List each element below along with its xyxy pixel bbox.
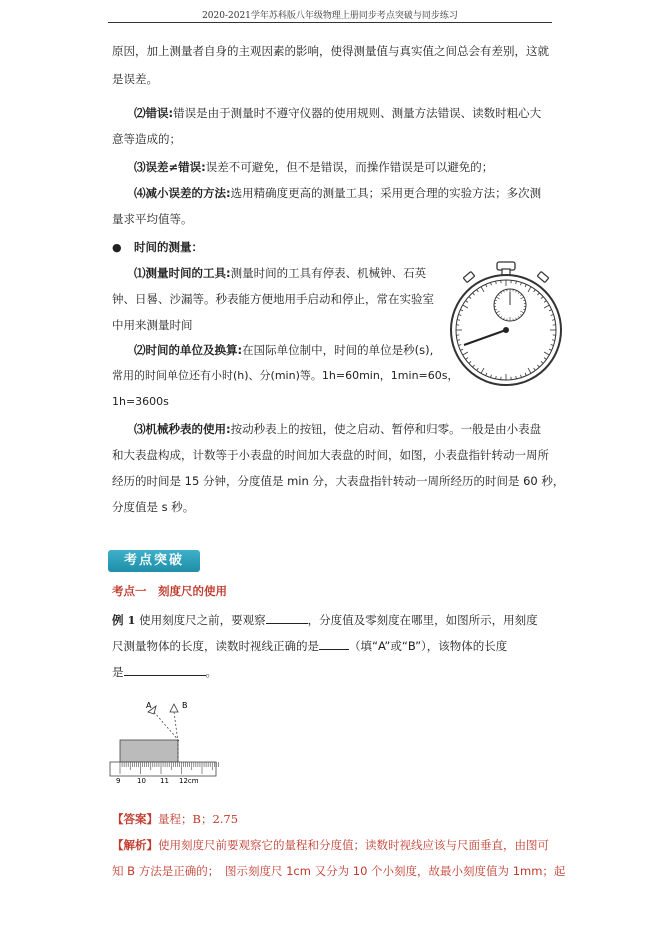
answer-blank-1 — [266, 612, 308, 624]
example-text-1b: ，分度值及零刻度在哪里，如图所示，用刻度 — [307, 613, 538, 627]
answer-text: 量程；B；2.75 — [158, 812, 239, 826]
answer-line — [112, 812, 238, 826]
stopwatch-line-4: 分度值是 s 秒。 — [112, 500, 195, 514]
reduce-line-2: 量求平均值等。 — [112, 212, 193, 226]
answer-blank-2 — [319, 638, 349, 650]
eye-label-b: B — [182, 701, 188, 710]
analysis-line-1 — [112, 838, 549, 852]
eye-label-a: A — [146, 701, 152, 710]
diff-text: 误差不可避免，但不是错误，而操作错误是可以避免的； — [205, 160, 494, 174]
answer-blank-3 — [124, 664, 206, 676]
example-line-2 — [112, 638, 507, 653]
stopwatch-line-3: 经历的时间是 15 分钟，分度值是 min 分，大表盘指针转动一周所经历的时间是 60 秒， — [112, 474, 565, 488]
stopwatch-line-1 — [134, 422, 541, 436]
eye-b-icon — [170, 704, 178, 712]
mistake-label: ⑵错误: — [134, 106, 174, 120]
time-heading: 时间的测量： — [134, 240, 203, 254]
unit-line-2: 常用的时间单位还有小时(h)、分(min)等。1h=60min，1min=60s， — [112, 369, 459, 382]
page-header: 2020-2021学年苏科版八年级物理上册同步考点突破与同步练习 — [202, 11, 458, 21]
ruler-label-9: 9 — [116, 777, 121, 785]
section-badge: 考点突破 — [108, 550, 200, 572]
tools-line-3: 中用来测量时间 — [112, 318, 193, 332]
unit-line-3: 1h=3600s — [112, 395, 169, 408]
diff-label: ⑶误差≠错误: — [134, 160, 206, 174]
err-intro-line-2: 是误差。 — [112, 72, 158, 86]
mistake-line-1 — [134, 106, 541, 120]
analysis-line-2: 知 B 方法是正确的； 图示刻度尺 1cm 又分为 10 个小刻度，故最小刻度值为 1mm；起 — [112, 864, 566, 878]
ruler-label-11: 11 — [160, 777, 169, 785]
reduce-text: 选用精确度更高的测量工具；采用更合理的实验方法；多次测 — [230, 186, 542, 200]
example-text-3a: 是 — [112, 665, 124, 679]
example-text-2b: （填“A”或“B”），该物体的长度 — [349, 639, 508, 653]
example-text-2a: 尺测量物体的长度，读数时视线正确的是 — [112, 639, 319, 653]
stopwatch-label: ⑶机械秒表的使用: — [134, 422, 231, 436]
mistake-text: 错误是由于测量时不遵守仪器的使用规则、测量方法错误、读数时粗心大 — [173, 106, 542, 120]
stopwatch-illustration — [442, 260, 570, 388]
ruler-illustration — [108, 690, 220, 790]
tools-label: ⑴测量时间的工具: — [134, 266, 231, 280]
tools-line-1 — [134, 266, 426, 280]
answer-label: 【答案】 — [112, 812, 158, 826]
example-line-3 — [112, 664, 217, 679]
example-line-1 — [112, 612, 538, 627]
err-intro-line-1: 原因，加上测量者自身的主观因素的影响，使得测量值与真实值之间总会有差别，这就 — [112, 44, 549, 58]
analysis-text-1: 使用刻度尺前要观察它的量程和分度值；读数时视线应该与尺面垂直，由图可 — [158, 838, 549, 852]
unit-line-1 — [134, 343, 433, 357]
example-text-3b: 。 — [205, 665, 217, 679]
unit-text: 在国际单位制中，时间的单位是秒(s), — [242, 343, 434, 357]
stopwatch-text: 按动秒表上的按钮，使之启动、暂停和归零。一般是由小表盘 — [230, 422, 542, 436]
header-rule — [108, 22, 552, 23]
reduce-line-1 — [134, 186, 541, 200]
ruler-label-10: 10 — [137, 777, 146, 785]
example-text-1a: 使用刻度尺之前，要观察 — [139, 613, 266, 627]
key-point-title: 考点一 刻度尺的使用 — [112, 584, 227, 598]
tools-text: 测量时间的工具有停表、机械钟、石英 — [230, 266, 427, 280]
bullet-icon: ● — [112, 241, 122, 254]
tools-line-2: 钟、日晷、沙漏等。秒表能方便地用手启动和停止，常在实验室 — [112, 292, 434, 306]
example-label: 例 1 — [112, 613, 136, 627]
mistake-line-2: 意等造成的； — [112, 132, 181, 146]
diff-line — [134, 160, 493, 174]
stopwatch-line-2: 和大表盘构成，计数等于小表盘的时间加大表盘的时间，如图，小表盘指针转动一周所 — [112, 448, 549, 462]
unit-label: ⑵时间的单位及换算: — [134, 343, 243, 357]
ruler-label-12cm: 12cm — [179, 777, 199, 785]
analysis-label: 【解析】 — [112, 838, 158, 852]
reduce-label: ⑷减小误差的方法: — [134, 186, 231, 200]
